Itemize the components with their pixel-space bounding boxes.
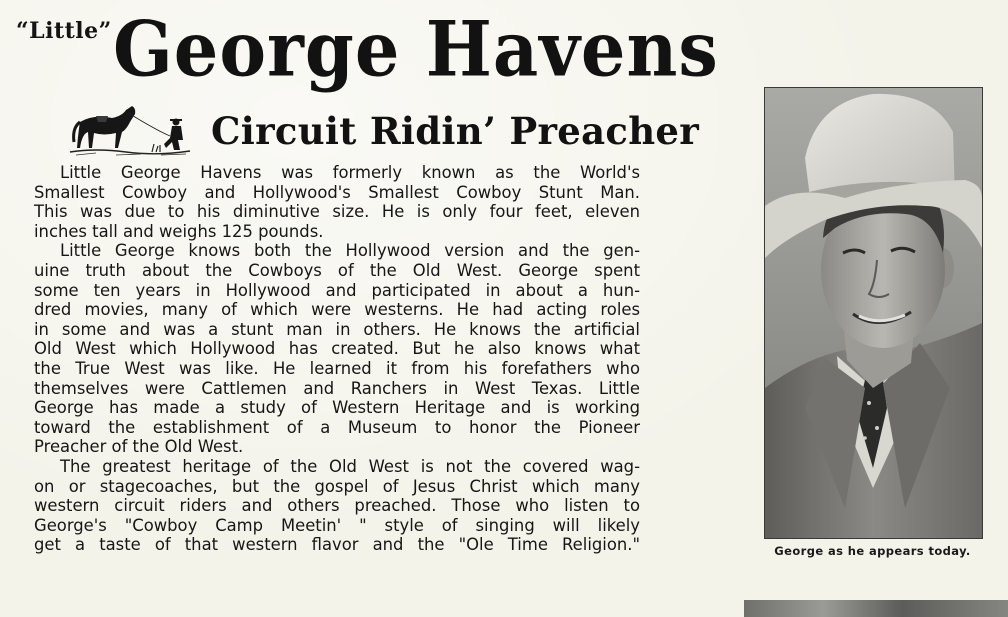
article-line: Preacher of the Old West.	[34, 437, 244, 457]
article-line: This was due to his diminutive size. He is only four feet, eleven	[34, 202, 640, 222]
article-line: Old West which Hollywood has created. But he also knows what	[34, 339, 640, 359]
page-title: George Havens	[113, 4, 719, 94]
article-line: George has made a study of Western Heritage and is working	[34, 398, 640, 418]
photo-caption: George as he appears today.	[774, 544, 971, 558]
article-line: uine truth about the Cowboys of the Old West. George spent	[34, 260, 640, 280]
article-line: Little George Havens was formerly known as the World's	[60, 163, 640, 182]
article-line: get a taste of that western flavor and the "Ole Time Religion."	[34, 535, 640, 555]
article-line: western circuit riders and others preached. Those who listen to	[34, 496, 640, 516]
portrait-photo	[764, 87, 983, 539]
article-line: The greatest heritage of the Old West is not the covered wag-	[60, 456, 640, 476]
second-photo-edge	[744, 600, 1008, 617]
article-body	[34, 163, 640, 555]
article-line: toward the establishment of a Museum to honor the Pioneer	[34, 417, 640, 437]
article-line: Smallest Cowboy and Hollywood's Smallest Cowboy Stunt Man.	[34, 182, 640, 202]
article-line: George's "Cowboy Camp Meetin' " style of singing will likely	[34, 515, 640, 535]
article-line: Little George knows both the Hollywood version and the gen-	[60, 241, 640, 261]
article-line: some ten years in Hollywood and participated in about a hun-	[34, 280, 640, 300]
article-line: the True West was like. He learned it from his forefathers who	[34, 358, 640, 378]
article-line: on or stagecoaches, but the gospel of Jesus Christ which many	[34, 476, 640, 496]
page-subtitle: Circuit Ridin’ Preacher	[211, 109, 700, 153]
article-line: inches tall and weighs 125 pounds.	[34, 221, 324, 241]
article-line: themselves were Cattlemen and Ranchers in West Texas. Little	[34, 378, 640, 398]
little-label: “Little”	[16, 18, 112, 44]
article-line: in some and was a stunt man in others. He knows the artificial	[34, 319, 640, 339]
article-line: dred movies, many of which were westerns. He had acting roles	[34, 300, 640, 320]
horse-and-rider-illustration	[66, 100, 194, 158]
